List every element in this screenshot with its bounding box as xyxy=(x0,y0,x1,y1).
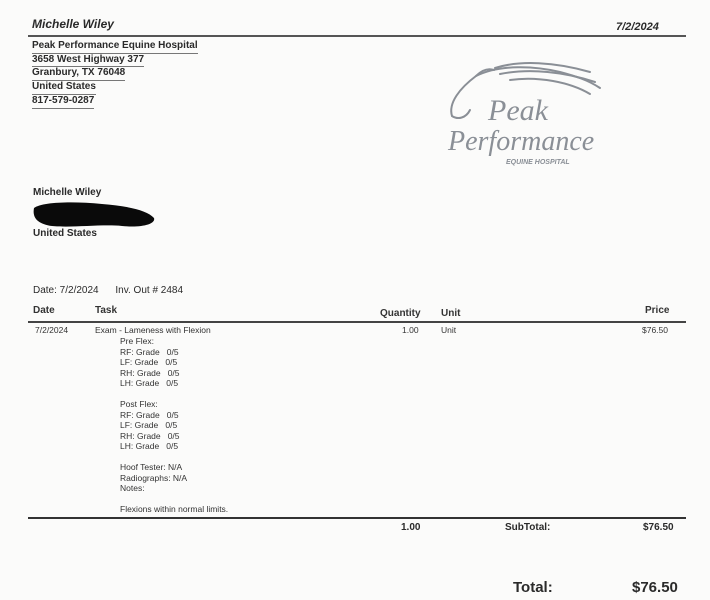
note-line: Pre Flex: xyxy=(120,336,155,346)
clinic-phone: 817-579-0287 xyxy=(32,95,94,109)
invoice-date: Date: 7/2/2024 xyxy=(33,285,99,296)
note-line: Notes: xyxy=(120,483,145,493)
logo-word-performance: Performance xyxy=(448,126,595,157)
note-line: RF: Grade 0/5 xyxy=(120,409,179,420)
note-line: RH: Grade 0/5 xyxy=(120,430,180,441)
note-line: LH: Grade 0/5 xyxy=(120,441,179,451)
total-value: $76.50 xyxy=(632,579,678,596)
note-line: Flexions within normal limits. xyxy=(120,504,229,514)
invoice-number: Inv. Out # 2484 xyxy=(115,285,184,296)
note-line: RF: Grade 0/5 xyxy=(120,346,179,357)
note-line: RH: Grade 0/5 xyxy=(120,367,180,378)
row-task: Exam - Lameness with Flexion xyxy=(95,325,211,335)
table-header-divider xyxy=(28,321,686,323)
horse-jaw-line xyxy=(452,110,470,118)
note-line: LF: Grade 0/5 xyxy=(120,357,178,367)
header-divider xyxy=(28,35,686,37)
col-header-price: Price xyxy=(645,305,670,316)
clinic-city-state-zip: Granbury, TX 76048 xyxy=(32,67,125,81)
invoice-meta xyxy=(33,285,197,296)
note-line xyxy=(120,389,228,400)
row-unit: Unit xyxy=(441,325,457,335)
row-price: $76.50 xyxy=(642,325,668,335)
note-line xyxy=(120,494,228,505)
table-bottom-divider xyxy=(28,517,686,519)
clinic-country: United States xyxy=(32,81,96,95)
note-line: LF: Grade 0/5 xyxy=(120,420,178,430)
col-header-unit: Unit xyxy=(441,308,461,319)
col-header-date: Date xyxy=(33,305,55,316)
logo-word-peak: Peak xyxy=(488,94,548,127)
col-header-quantity: Quantity xyxy=(380,308,421,319)
customer-country: United States xyxy=(33,228,97,239)
note-line: Post Flex: xyxy=(120,399,158,409)
col-header-task: Task xyxy=(95,305,118,316)
row-date: 7/2/2024 xyxy=(35,325,69,335)
header-customer-name: Michelle Wiley xyxy=(32,17,114,31)
customer-name: Michelle Wiley xyxy=(33,187,102,198)
row-quantity: 1.00 xyxy=(402,325,419,335)
clinic-name: Peak Performance Equine Hospital xyxy=(32,40,198,54)
note-line xyxy=(120,452,228,463)
total-quantity: 1.00 xyxy=(401,522,421,533)
note-line: Hoof Tester: N/A xyxy=(120,462,183,472)
header-date: 7/2/2024 xyxy=(616,21,659,33)
total-label: Total: xyxy=(513,579,553,596)
horse-mane-line-3 xyxy=(510,79,590,94)
note-line: Radiographs: N/A xyxy=(120,472,188,483)
clinic-address-line: 3658 West Highway 377 xyxy=(32,54,144,68)
subtotal-value: $76.50 xyxy=(643,522,674,533)
clinic-address-block xyxy=(32,40,198,109)
note-line: LH: Grade 0/5 xyxy=(120,378,179,388)
task-notes xyxy=(120,336,228,515)
logo-word-equine-hospital: EQUINE HOSPITAL xyxy=(506,159,570,166)
clinic-logo xyxy=(440,58,630,170)
redacted-address xyxy=(32,198,157,230)
subtotal-label: SubTotal: xyxy=(505,522,551,533)
